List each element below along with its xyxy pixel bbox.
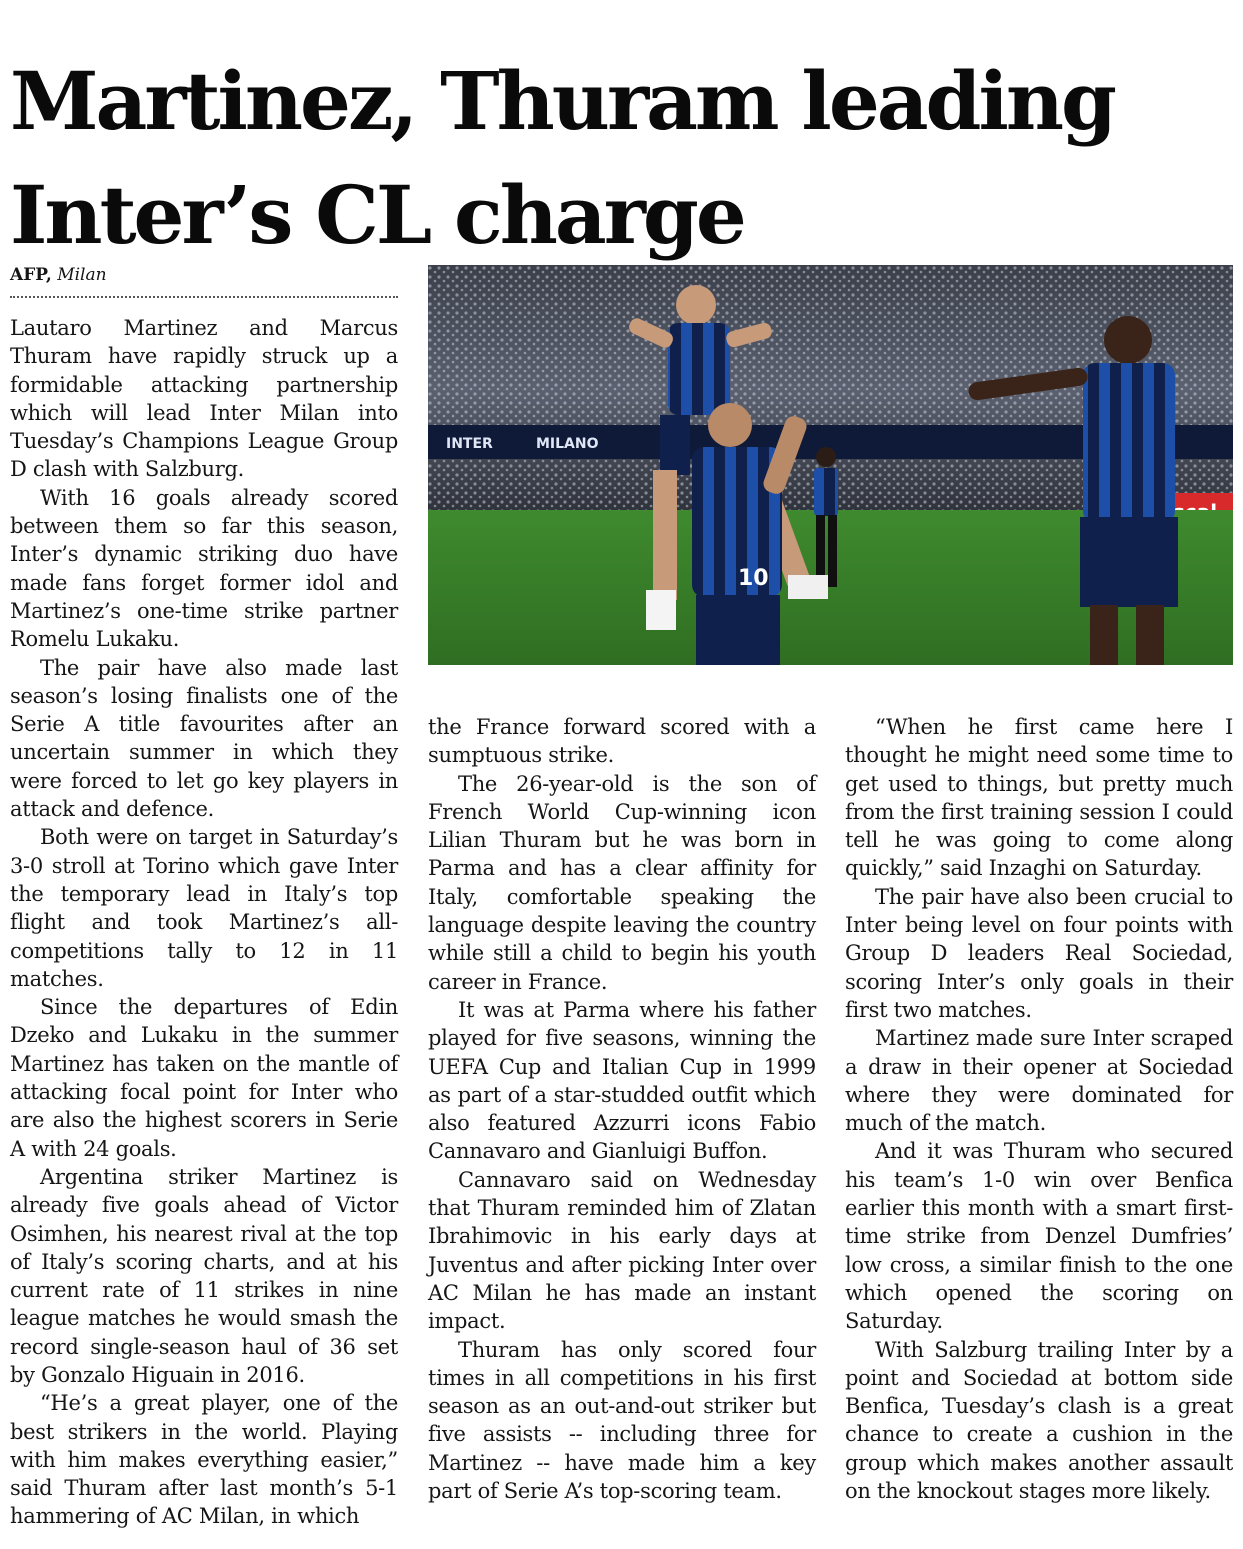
byline-agency: AFP,	[10, 265, 52, 285]
paragraph: Martinez made sure Inter scraped a draw in their opener at Sociedad where they were dominated for much of the match.	[845, 1026, 1233, 1136]
paragraph: the France forward scored with a sumptuous strike.	[428, 715, 816, 768]
paragraph: “He’s a great player, one of the best strikers in the world. Playing with him makes everything easier,” said Thuram after last month’s 5-1 hammering of AC Milan, in which	[10, 1391, 398, 1529]
headline: Martinez, Thuram leading Inter’s CL charge	[10, 54, 1114, 262]
paragraph: Since the departures of Edin Dzeko and Lukaku in the summer Martinez has taken on the mantle of attacking focal point for Inter who are also the highest scorers in Serie A with 24 goals.	[10, 995, 398, 1161]
paragraph: And it was Thuram who secured his team’s 1-0 win over Benfica earlier this month with a smart first-time strike from Denzel Dumfries’ low cross, a similar finish to the one which opened the scoring on Saturday.	[845, 1139, 1233, 1334]
banner-text-mid: MILANO	[536, 436, 599, 452]
article-column-1	[10, 314, 398, 1531]
byline-divider	[10, 296, 398, 298]
paragraph: Argentina striker Martinez is already five goals ahead of Victor Osimhen, his nearest rival at the top of Italy’s scoring charts, and at his current rate of 11 strikes in nine league matches he would smash the record single-season haul of 36 set by Gonzalo Higuain in 2016.	[10, 1164, 398, 1387]
article-column-2	[428, 713, 816, 1505]
paragraph: The pair have also been crucial to Inter being level on four points with Group D leaders Real Sociedad, scoring Inter’s only goals in their first two matches.	[845, 884, 1233, 1022]
paragraph: Cannavaro said on Wednesday that Thuram reminded him of Zlatan Ibrahimovic in his early days at Juventus and after picking Inter over AC Milan he has made an instant impact.	[428, 1167, 816, 1334]
paragraph: Both were on target in Saturday’s 3-0 stroll at Torino which gave Inter the temporary lead in Italy’s top flight and took Martinez’s all-competitions tally to 12 in 11 matches.	[10, 825, 398, 991]
article-photo	[428, 265, 1233, 665]
byline	[10, 262, 400, 288]
paragraph: The 26-year-old is the son of French World Cup-winning icon Lilian Thuram but he was born in Parma and has a clear affinity for Italy, comfortable speaking the language despite leaving the country while still a child to begin his youth career in France.	[428, 771, 816, 994]
byline-place: Milan	[57, 265, 107, 285]
paragraph: With 16 goals already scored between them so far this season, Inter’s dynamic striking duo have made fans forget former idol and Martinez’s one-time strike partner Romelu Lukaku.	[10, 485, 398, 652]
paragraph: It was at Parma where his father played for five seasons, winning the UEFA Cup and Italian Cup in 1999 as part of a star-studded outfit which also featured Azzurri icons Fabio Cannavaro and Gianluigi Buffon.	[428, 997, 816, 1164]
paragraph: The pair have also made last season’s losing finalists one of the Serie A title favourites after an uncertain summer in which they were forced to let go key players in attack and defence.	[10, 655, 398, 822]
article-column-3	[845, 713, 1233, 1505]
paragraph: “When he first came here I thought he might need some time to get used to things, but pretty much from the first training session I could tell he was going to come along quickly,” said Inzaghi on Saturday.	[845, 715, 1233, 881]
paragraph: With Salzburg trailing Inter by a point and Sociedad at bottom side Benfica, Tuesday’s clash is a great chance to create a cushion in the group which makes another assault on the knockout stages more likely.	[845, 1337, 1233, 1504]
shirt-number-10: 10	[738, 566, 769, 591]
banner-text-left: INTER	[446, 436, 493, 452]
paragraph: Thuram has only scored four times in all competitions in his first season as an out-and-out striker but five assists -- including three for Martinez -- have made him a key part of Serie A’s top-scoring team.	[428, 1337, 816, 1504]
paragraph: Lautaro Martinez and Marcus Thuram have rapidly struck up a formidable attacking partnership which will lead Inter Milan into Tuesday’s Champions League Group D clash with Salzburg.	[10, 316, 398, 482]
